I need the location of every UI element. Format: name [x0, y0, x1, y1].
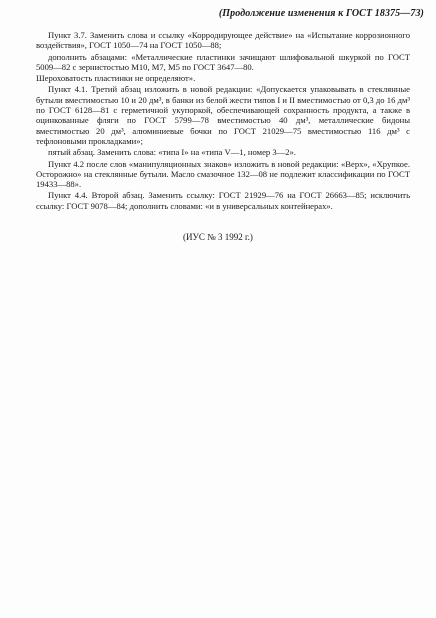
paragraph-roughness: Шероховатость пластинки не определяют».	[36, 73, 196, 84]
paragraph-item-4-1: Пункт 4.1. Третий абзац изложить в новой редакции: «Допускается упаковывать в стеклянные бутыли вместимостью 10 и 20 дм³, в банки из белой жести типов I и II вместимостью от 0,3 до 16 дм³ по ГОСТ 6128—81 с герметичной укупоркой, обеспечивающей сохранность продукта, а также в оцинкованные фляги по ГОСТ 5799—78 вместимостью 40 дм³, металлические бидоны вместимостью 20 дм³, алюминиевые бочки по ГОСТ 21029—75 вместимостью 116 дм³ с тефлоновыми прокладками»;	[36, 84, 410, 146]
paragraph-item-4-4: Пункт 4.4. Второй абзац. Заменить ссылку: ГОСТ 21929—76 на ГОСТ 26663—85; исключить ссылку: ГОСТ 9078—84; дополнить словами: «и в универсальных контейнерах».	[36, 190, 410, 211]
source-footer: (ИУС № 3 1992 г.)	[183, 232, 253, 242]
paragraph-fifth-clause: пятый абзац. Заменить слова: «типа I» на «типа V—1, номер 3—2».	[48, 147, 296, 158]
paragraph-item-3-7: Пункт 3.7. Заменить слова и ссылку «Корродирующее действие» на «Испытание коррозионного воздействия», ГОСТ 1050—74 на ГОСТ 1050—88;	[36, 30, 410, 51]
amendment-body	[36, 30, 410, 212]
paragraph-add-text: дополнить абзацами: «Металлические пластинки зачищают шлифовальной шкуркой по ГОСТ 5009—82 с зернистостью М10, М7, М5 по ГОСТ 3647—80.	[36, 51, 410, 72]
continuation-header: (Продолжение изменения к ГОСТ 18375—73)	[218, 8, 424, 19]
paragraph-item-4-2: Пункт 4.2 после слов «манипуляционных знаков» изложить в новой редакции: «Верх», «Хрупкое. Осторожно» на стеклянные бутыли. Масло смазочное 132—08 не подлежит классификации по ГОСТ 19433—88».	[36, 158, 410, 190]
